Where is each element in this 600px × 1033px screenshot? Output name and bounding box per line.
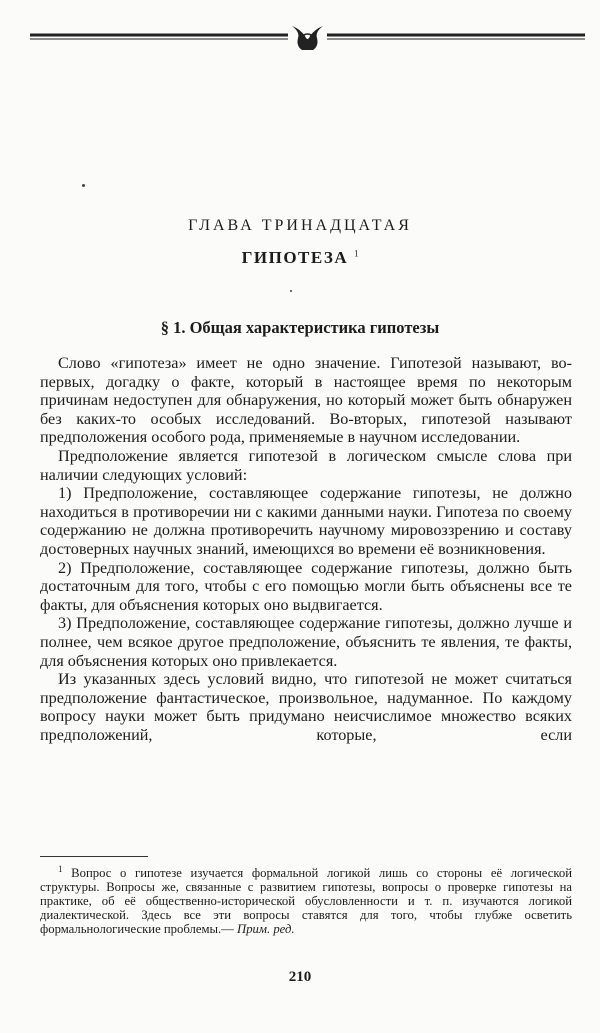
speck-mark (290, 290, 292, 292)
section-heading: § 1. Общая характеристика гипотезы (160, 318, 440, 337)
footnote-mark: 1 (58, 864, 63, 874)
footnote-body: Вопрос о гипотезе изучается формальной логикой лишь со стороны её логической структуры. Вопросы же, связанные с развитием гипотезы, вопросы о проверке гипотезы на практике, об её общественно-исторической обусловленности и т. п. изучаются логикой диалектической. Здесь все эти вопросы ставятся для того, чтобы глубже осветить формальнологические проблемы.— (40, 866, 573, 937)
footnote (40, 862, 572, 936)
page-number: 210 (288, 969, 312, 985)
footnote-reference: 1 (353, 248, 359, 259)
footnote-rule (40, 856, 148, 857)
footnote-text (40, 862, 572, 936)
chapter-title (0, 248, 600, 268)
paragraph: 3) Предположение, составляющее содержание гипотезы, должно лучше и полнее, чем всякое другое предположение, объяснить те явления, те факты, для объяснения которых оно привлекается. (40, 614, 572, 670)
paragraph: 1) Предположение, составляющее содержание гипотезы, не должно находиться в противоречии ни с какими данными науки. Гипотеза по своему содержанию не должна противоречить научному мировоззрению и составу достоверных научных знаний, имеющихся во времени её возникновения. (40, 484, 572, 558)
editor-note: Прим. ред. (237, 922, 295, 937)
paragraph: Предположение является гипотезой в логическом смысле слова при наличии следующих условий: (40, 446, 572, 484)
body-text (40, 354, 572, 744)
header-ornament (30, 20, 585, 56)
speck-mark (82, 184, 85, 187)
chapter-title-text: ГИПОТЕЗА (241, 248, 349, 267)
paragraph: 2) Предположение, составляющее содержание гипотезы, должно быть достаточным для того, чтобы с его помощью могли быть объяснены все те факты, для объяснения которых оно выдвигается. (40, 558, 572, 614)
paragraph: Из указанных здесь условий видно, что гипотезой не может считаться предположение фантастическое, произвольное, надуманное. По каждому вопросу науки может быть придумано неисчислимое множество всяких предположений, которые, если (40, 670, 572, 744)
paragraph: Слово «гипотеза» имеет не одно значение. Гипотезой называют, во-первых, догадку о факте, который в настоящее время по некоторым причинам недоступен для обнаружения, но который может быть обнаружен без каких-то особых исследований. Во-вторых, гипотезой называют предположения особого рода, применяемые в научном исследовании. (40, 354, 572, 447)
chapter-heading: ГЛАВА ТРИНАДЦАТАЯ (188, 217, 412, 234)
